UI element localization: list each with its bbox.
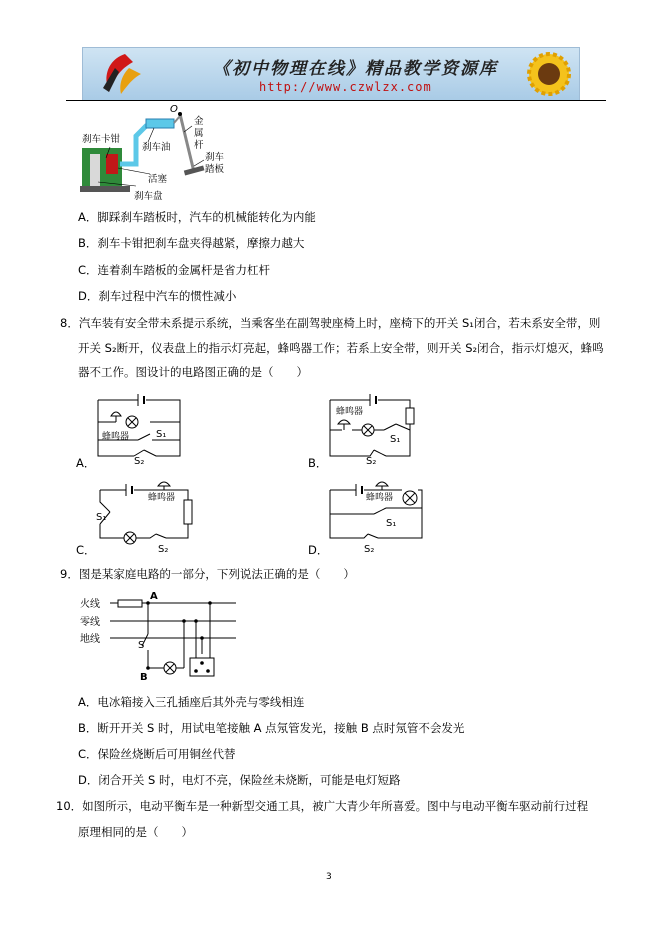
buzzer-label-d: 蜂鸣器 (366, 493, 394, 503)
circuit-c (96, 478, 200, 555)
household-circuit (80, 588, 240, 683)
s1-label-a: S₁ (156, 429, 167, 440)
pivot-label: O (170, 104, 178, 115)
disc-label: 刹车盘 (134, 191, 163, 202)
q9-option-a: A．电冰箱接入三孔插座后其外壳与零线相连 (78, 695, 305, 709)
disc-shape (90, 154, 100, 188)
header-rule (66, 100, 606, 101)
q10-stem-line-1: 10．如图所示，电动平衡车是一种新型交通工具，被广大青少年所喜爱。图中与电动平衡车驱动前行过程 (56, 799, 589, 813)
switch-s-label: S (138, 640, 145, 651)
piston-shape (106, 154, 118, 174)
circuit-b (330, 392, 430, 467)
banner-url: http://www.czwlzx.com (259, 80, 432, 94)
q9-option-d: D．闭合开关 S 时，电灯不亮，保险丝未烧断，可能是电灯短路 (78, 773, 401, 787)
q8-option-d-label: D． (308, 543, 329, 557)
buzzer-label-c: 蜂鸣器 (148, 493, 176, 503)
buzzer-label-a: 蜂鸣器 (102, 432, 130, 442)
header-banner (82, 47, 580, 101)
circuit-a (98, 392, 218, 467)
s2-label-b: S₂ (366, 456, 377, 467)
q7-option-c: C．连着刹车踏板的金属杆是省力杠杆 (78, 263, 271, 277)
metal-rod-label: 金属杆 (194, 116, 204, 151)
logo-icon (85, 48, 145, 100)
q8-option-b-label: B． (308, 456, 328, 470)
q7-option-a: A．脚踩刹车踏板时，汽车的机械能转化为内能 (78, 210, 316, 224)
s2-label-d: S₂ (364, 544, 375, 555)
sunflower-icon (517, 48, 577, 100)
q8-stem-line-2: 开关 S₂断开，仪表盘上的指示灯亮起，蜂鸣器工作；若系上安全带，则开关 S₂闭合，指示灯熄灭，蜂鸣 (78, 341, 604, 355)
q8-option-a-label: A． (76, 456, 96, 470)
q8-stem-line-3: 器不工作。图设计的电路图正确的是（ ） (78, 365, 308, 379)
q7-option-d: D．刹车过程中汽车的惯性减小 (78, 289, 237, 303)
point-b-label: B (140, 672, 148, 683)
s1-label-b: S₁ (390, 434, 401, 445)
piston-label: 活塞 (148, 174, 168, 185)
page-number: 3 (326, 872, 332, 882)
banner-title: 《初中物理在线》精品教学资源库 (213, 59, 498, 79)
point-a-label: A (150, 591, 158, 602)
pedal-label: 刹车踏板 (205, 152, 225, 175)
s2-label-c: S₂ (158, 544, 169, 555)
s1-label-c: S₁ (96, 512, 107, 523)
q9-stem: 9．图是某家庭电路的一部分，下列说法正确的是（ ） (60, 567, 355, 581)
socket-shape (190, 658, 214, 676)
q9-option-b: B．断开开关 S 时，用试电笔接触 A 点氖管发光，接触 B 点时氖管不会发光 (78, 721, 465, 735)
ground-wire-label: 地线 (80, 634, 100, 645)
live-wire-label: 火线 (80, 599, 100, 610)
buzzer-label-b: 蜂鸣器 (336, 407, 364, 417)
q10-stem-line-2: 原理相同的是（ ） (78, 825, 193, 839)
caliper-label: 刹车卡钳 (82, 134, 121, 145)
q8-option-c-label: C． (76, 543, 96, 557)
q8-stem-line-1: 8．汽车装有安全带未系提示系统，当乘客坐在副驾驶座椅上时，座椅下的开关 S₁闭合，若未系安全带，则 (60, 316, 601, 330)
brake-figure (76, 102, 256, 202)
s1-label-d: S₁ (386, 518, 397, 529)
s2-label-a: S₂ (134, 456, 145, 467)
q7-option-b: B．刹车卡钳把刹车盘夹得越紧，摩擦力越大 (78, 236, 305, 250)
brake-oil-label: 刹车油 (142, 142, 171, 153)
q9-option-c: C．保险丝烧断后可用铜丝代替 (78, 747, 236, 761)
neutral-wire-label: 零线 (80, 617, 100, 628)
circuit-d (330, 478, 430, 554)
fuse-shape (118, 600, 142, 607)
